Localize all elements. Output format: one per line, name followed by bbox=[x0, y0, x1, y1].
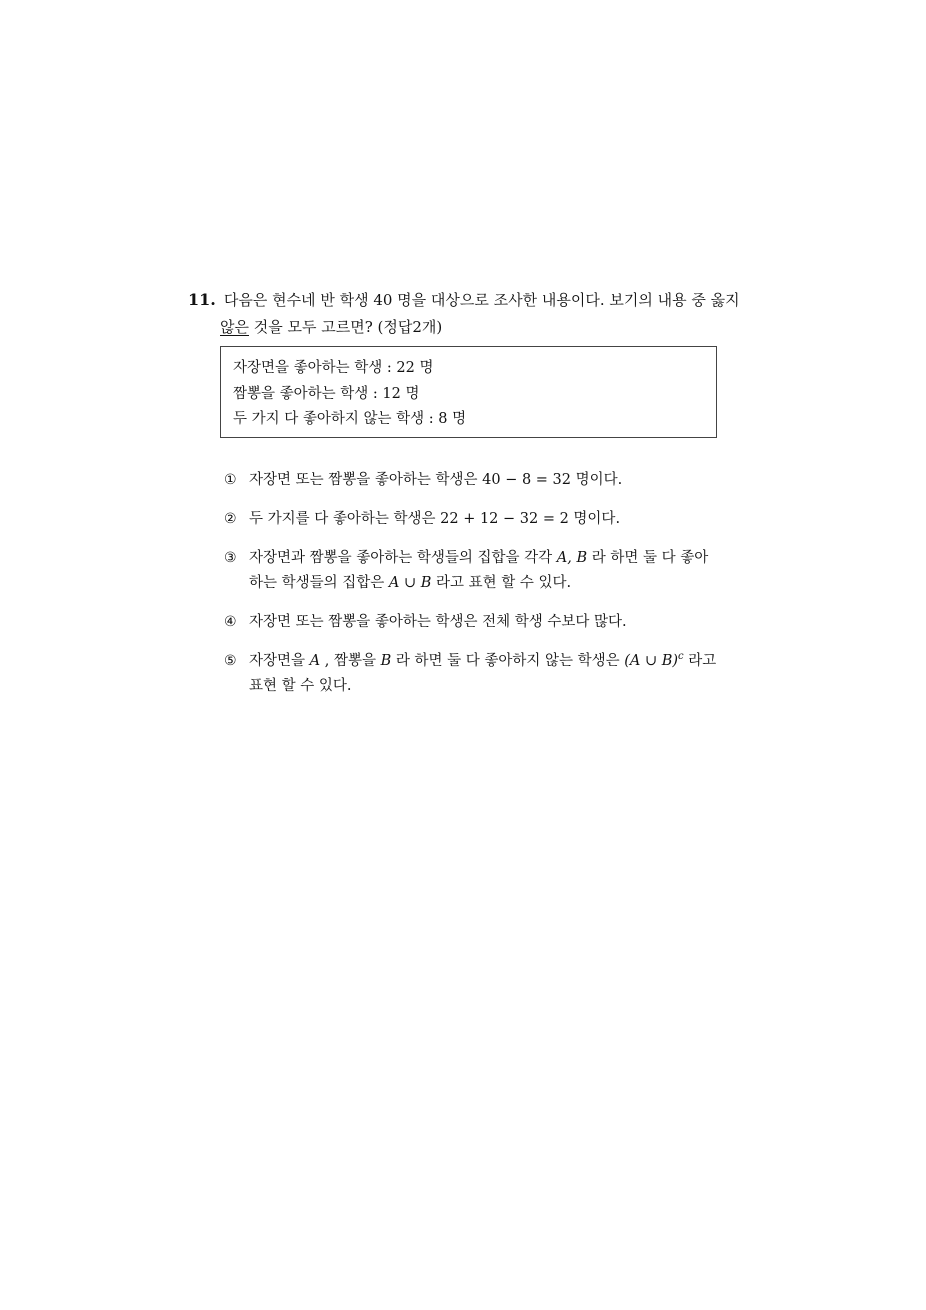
info-box bbox=[220, 346, 717, 438]
info-line: 짬뽕을 좋아하는 학생 : 12 명 bbox=[233, 385, 420, 402]
choice-number: ① bbox=[224, 472, 237, 488]
math-expression: A ∪ B bbox=[388, 575, 432, 591]
text-fragment: , 짬뽕을 bbox=[320, 653, 381, 669]
text-fragment: 라 하면 둘 다 좋아하지 않는 학생은 bbox=[391, 653, 625, 669]
choice-number: ③ bbox=[224, 550, 237, 566]
text-fragment: 하는 학생들의 집합은 bbox=[249, 575, 389, 591]
info-line: 두 가지 다 좋아하지 않는 학생 : 8 명 bbox=[233, 411, 467, 427]
choice-text-line1 bbox=[249, 546, 764, 571]
choice-text-line2: 표현 할 수 있다. bbox=[249, 678, 352, 694]
choice-2[interactable] bbox=[224, 507, 764, 532]
underlined-word: 않은 bbox=[220, 318, 249, 336]
choice-number: ⑤ bbox=[224, 653, 237, 669]
math-expression: A, B bbox=[556, 550, 588, 566]
choice-number: ④ bbox=[224, 614, 237, 630]
math-superscript: c bbox=[678, 651, 684, 663]
choice-1[interactable] bbox=[224, 468, 764, 493]
choice-4[interactable] bbox=[224, 610, 764, 635]
answer-choices bbox=[224, 468, 764, 713]
text-fragment: 라 하면 둘 다 좋아 bbox=[587, 550, 709, 566]
choice-text: 자장면 또는 짬뽕을 좋아하는 학생은 전체 학생 수보다 많다. bbox=[249, 614, 627, 630]
math-expression: (A ∪ B) bbox=[624, 653, 679, 669]
math-expression: A bbox=[309, 653, 321, 669]
choice-number: ② bbox=[224, 511, 237, 527]
choice-text-line1 bbox=[249, 649, 764, 674]
choice-text-line2 bbox=[249, 571, 764, 596]
info-line: 자장면을 좋아하는 학생 : 22 명 bbox=[233, 360, 434, 376]
question-stem-line2 bbox=[188, 314, 748, 341]
text-fragment: 라고 표현 할 수 있다. bbox=[431, 575, 572, 591]
text-fragment: 라고 bbox=[683, 653, 717, 669]
question-number: 11. bbox=[188, 290, 216, 309]
choice-text: 자장면 또는 짬뽕을 좋아하는 학생은 40 − 8 = 32 명이다. bbox=[249, 472, 623, 488]
choice-text: 두 가지를 다 좋아하는 학생은 22 + 12 − 32 = 2 명이다. bbox=[249, 511, 621, 527]
question bbox=[188, 286, 748, 341]
question-stem-text: 다음은 현수네 반 학생 40 명을 대상으로 조사한 내용이다. 보기의 내용 중 옳지 bbox=[223, 291, 740, 309]
question-stem-line1 bbox=[188, 286, 748, 314]
choice-3[interactable] bbox=[224, 546, 764, 596]
text-fragment: 자장면과 짬뽕을 좋아하는 학생들의 집합을 각각 bbox=[249, 550, 557, 566]
text-fragment: 자장면을 bbox=[249, 653, 310, 669]
question-stem-rest: 것을 모두 고르면? (정답2개) bbox=[248, 318, 443, 336]
math-expression: B bbox=[380, 653, 392, 669]
choice-5[interactable] bbox=[224, 649, 764, 699]
